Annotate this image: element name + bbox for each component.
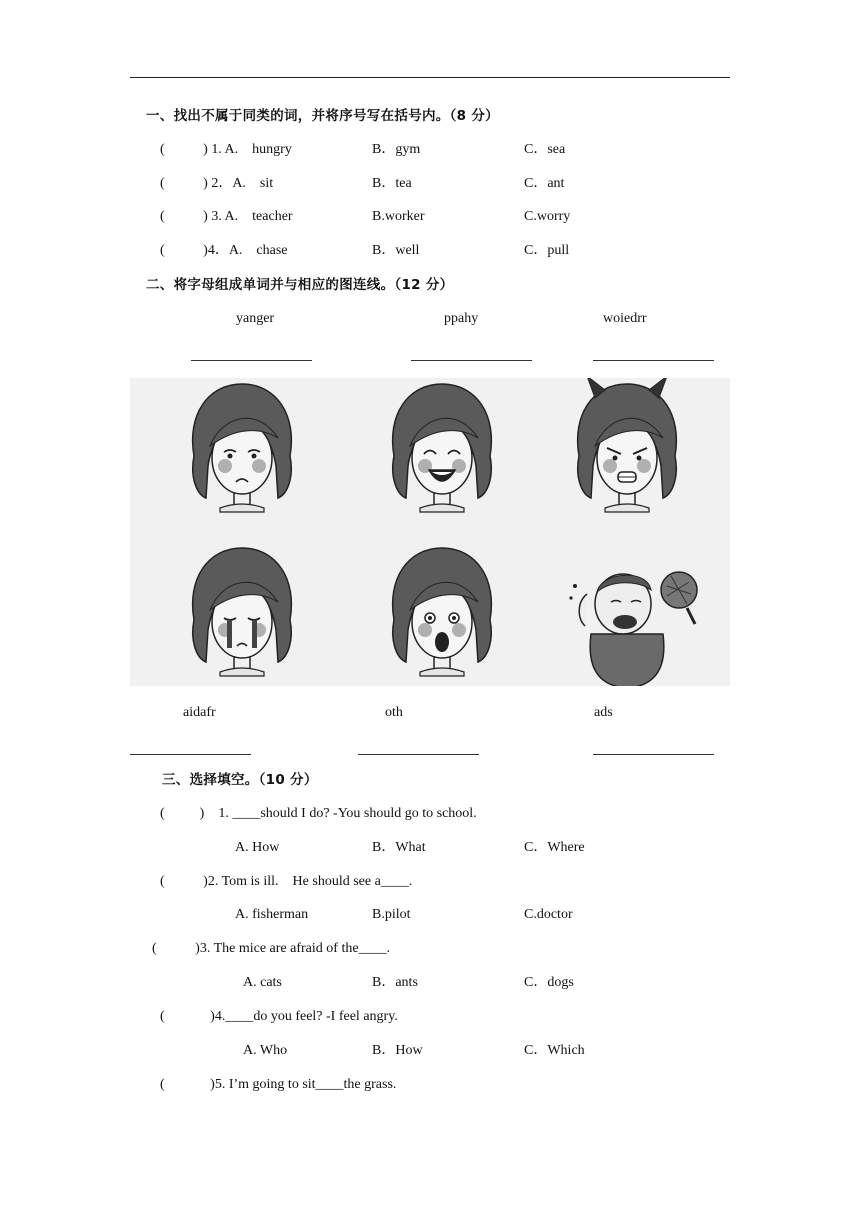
s3-q2-option-b: B.pilot	[372, 907, 411, 922]
top-rule	[130, 77, 730, 78]
answer-blank-top-3[interactable]	[593, 360, 714, 361]
s3-q4-option-c: C．Which	[524, 1043, 585, 1058]
s3-q4-stem: ( )4.____do you feel? -I feel angry.	[160, 1009, 398, 1024]
s1-q2-stem: ( ) 2．A. sit	[160, 176, 274, 191]
surprised-face-icon	[393, 548, 492, 676]
s1-q3-stem: ( ) 3. A. teacher	[160, 209, 293, 224]
s1-q4-stem: ( )4．A. chase	[160, 243, 288, 258]
s1-q2-option-c: C．ant	[524, 176, 565, 191]
answer-blank-top-2[interactable]	[411, 360, 532, 361]
s1-q3-option-c: C.worry	[524, 209, 571, 224]
answer-blank-bottom-3[interactable]	[593, 754, 714, 755]
s3-q2-stem: ( )2. Tom is ill. He should see a____.	[160, 874, 413, 889]
scrambled-word-3: woiedrr	[603, 311, 647, 326]
answer-blank-bottom-2[interactable]	[358, 754, 479, 755]
answer-blank-bottom-1[interactable]	[130, 754, 251, 755]
s1-q2-option-b: B．tea	[372, 176, 412, 191]
s3-q4-option-a: A. Who	[243, 1043, 288, 1058]
s3-q3-option-b: B．ants	[372, 975, 418, 990]
s3-q1-option-a: A. How	[235, 840, 280, 855]
scrambled-word-6: ads	[594, 705, 613, 720]
s3-q2-option-a: A. fisherman	[235, 907, 309, 922]
section2-heading: 二、将字母组成单词并与相应的图连线。（12 分）	[146, 277, 454, 293]
s3-q1-stem: ( ) 1. ____should I do? -You should go to school.	[160, 806, 477, 821]
angry-face-icon	[578, 378, 677, 512]
scrambled-word-2: ppahy	[444, 311, 479, 326]
s1-q4-option-b: B．well	[372, 243, 420, 258]
hot-man-with-fan-icon	[569, 572, 697, 686]
s3-q3-option-a: A. cats	[243, 975, 282, 990]
answer-blank-top-1[interactable]	[191, 360, 312, 361]
s3-q2-option-c: C.doctor	[524, 907, 573, 922]
s3-q1-option-b: B．What	[372, 840, 426, 855]
s1-q1-stem: ( ) 1. A. hungry	[160, 142, 292, 157]
s3-q3-option-c: C．dogs	[524, 975, 574, 990]
scrambled-word-1: yanger	[236, 311, 275, 326]
s3-q1-option-c: C．Where	[524, 840, 585, 855]
s1-q3-option-b: B.worker	[372, 209, 425, 224]
emotion-faces-figure	[130, 378, 730, 686]
s1-q4-option-c: C．pull	[524, 243, 570, 258]
scrambled-word-4: aidafr	[183, 705, 216, 720]
section3-heading: 三、选择填空。（10 分）	[162, 772, 318, 788]
scrambled-word-5: oth	[385, 705, 403, 720]
s1-q1-option-b: B．gym	[372, 142, 421, 157]
section1-heading: 一、找出不属于同类的词，并将序号写在括号内。（8 分）	[146, 108, 499, 124]
sad-face-icon	[193, 384, 292, 512]
s3-q3-stem: ( )3. The mice are afraid of the____.	[152, 941, 391, 956]
s3-q5-stem: ( )5. I’m going to sit____the grass.	[160, 1077, 397, 1092]
s3-q4-option-b: B．How	[372, 1043, 423, 1058]
s1-q1-option-c: C．sea	[524, 142, 566, 157]
happy-face-icon	[393, 384, 492, 512]
crying-face-icon	[193, 548, 292, 676]
